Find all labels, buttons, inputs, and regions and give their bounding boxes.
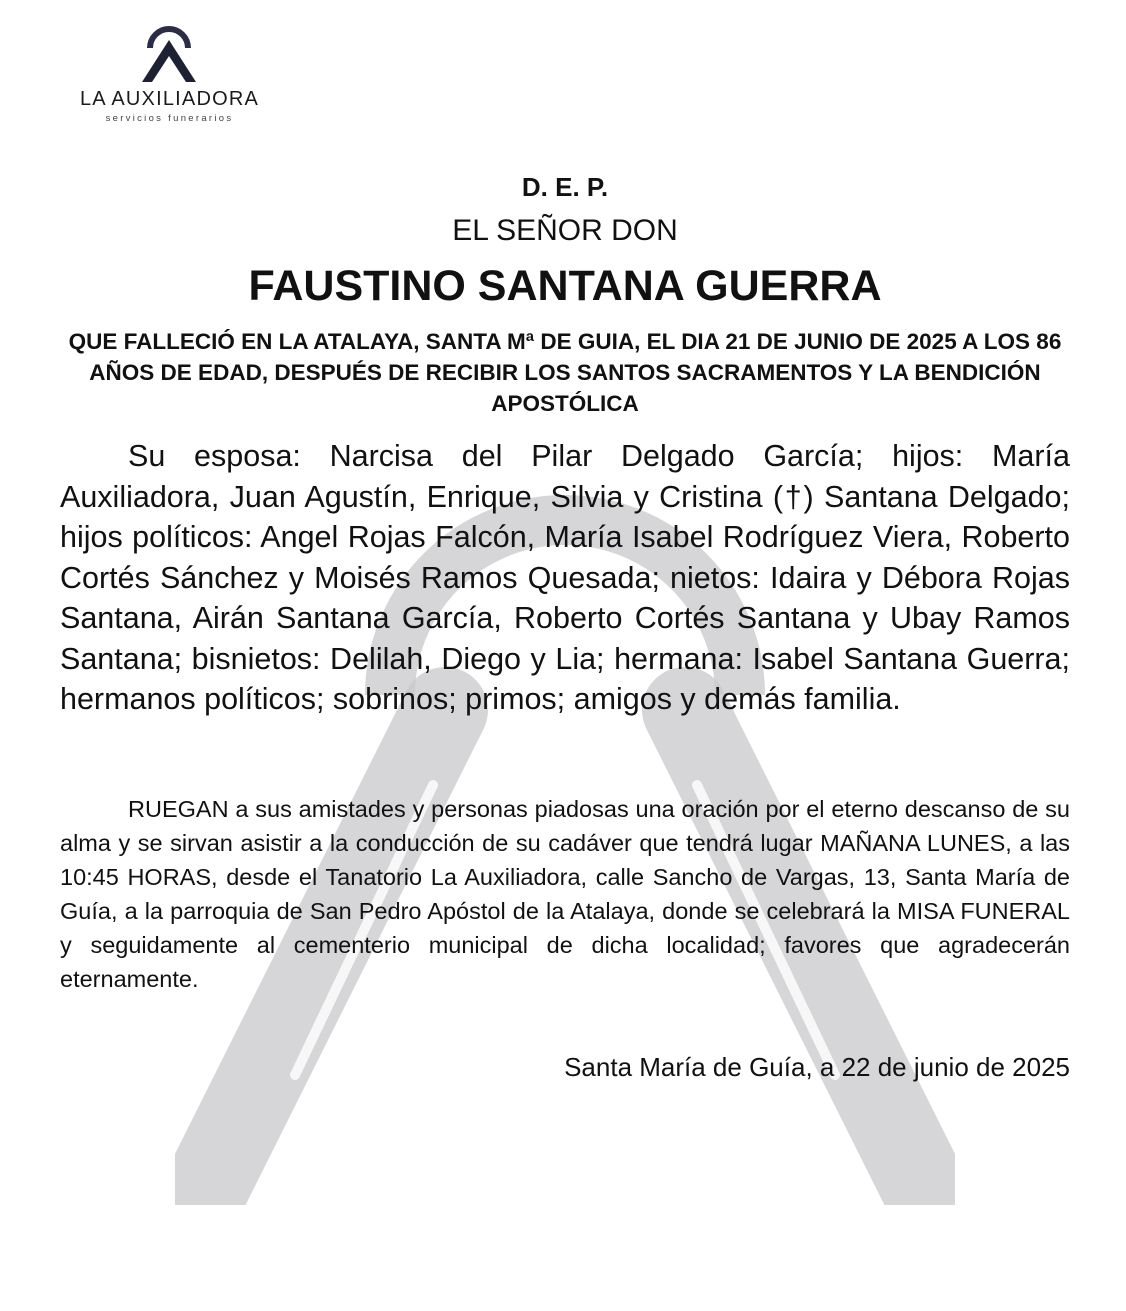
company-name: LA AUXILIADORA <box>79 88 260 110</box>
family-paragraph: Su esposa: Narcisa del Pilar Delgado García; hijos: María Auxiliadora, Juan Agustín, Enrique, Silvia y Cristina (†) Santana Delgado; hijos políticos: Angel Rojas Falcón, María Isabel Rodríguez Viera, Roberto Cortés Sánchez y Moisés Ramos Quesada; nietos: Idaira y Débora Rojas Santana, Airán Santana García, Roberto Cortés Santana y Ubay Ramos Santana; bisnietos: Delilah, Diego y Lia; hermana: Isabel Santana Guerra; hermanos políticos; sobrinos; primos; amigos y demás familia. <box>60 439 1070 716</box>
company-tagline: servicios funerarios <box>105 113 234 124</box>
deceased-name: FAUSTINO SANTANA GUERRA <box>248 262 882 310</box>
death-statement: QUE FALLECIÓ EN LA ATALAYA, SANTA Mª DE GUIA, EL DIA 21 DE JUNIO DE 2025 A LOS 86 AÑOS DE EDAD, DESPUÉS DE RECIBIR LOS SANTOS SACRAMENTOS Y LA BENDICIÓN APOSTÓLICA <box>68 329 1062 416</box>
funeral-request-paragraph: RUEGAN a sus amistades y personas piadosas una oración por el eterno descanso de su alma y se sirvan asistir a la conducción de su cadáver que tendrá lugar MAÑANA LUNES, a las 10:45 HORAS, desde el Tanatorio La Auxiliadora, calle Sancho de Vargas, 13, Santa María de Guía, a la parroquia de San Pedro Apóstol de la Atalaya, donde se celebrará la MISA FUNERAL y seguidamente al cementerio municipal de dicha localidad; favores que agradecerán eternamente. <box>60 796 1070 992</box>
dep-heading: D. E. P. <box>521 172 609 202</box>
honorific-title: EL SEÑOR DON <box>452 214 678 247</box>
arch-mark-icon <box>134 18 204 84</box>
obituary-notice <box>60 170 1070 1083</box>
company-logo <box>62 18 277 128</box>
place-and-date: Santa María de Guía, a 22 de junio de 2025 <box>564 1052 1070 1082</box>
